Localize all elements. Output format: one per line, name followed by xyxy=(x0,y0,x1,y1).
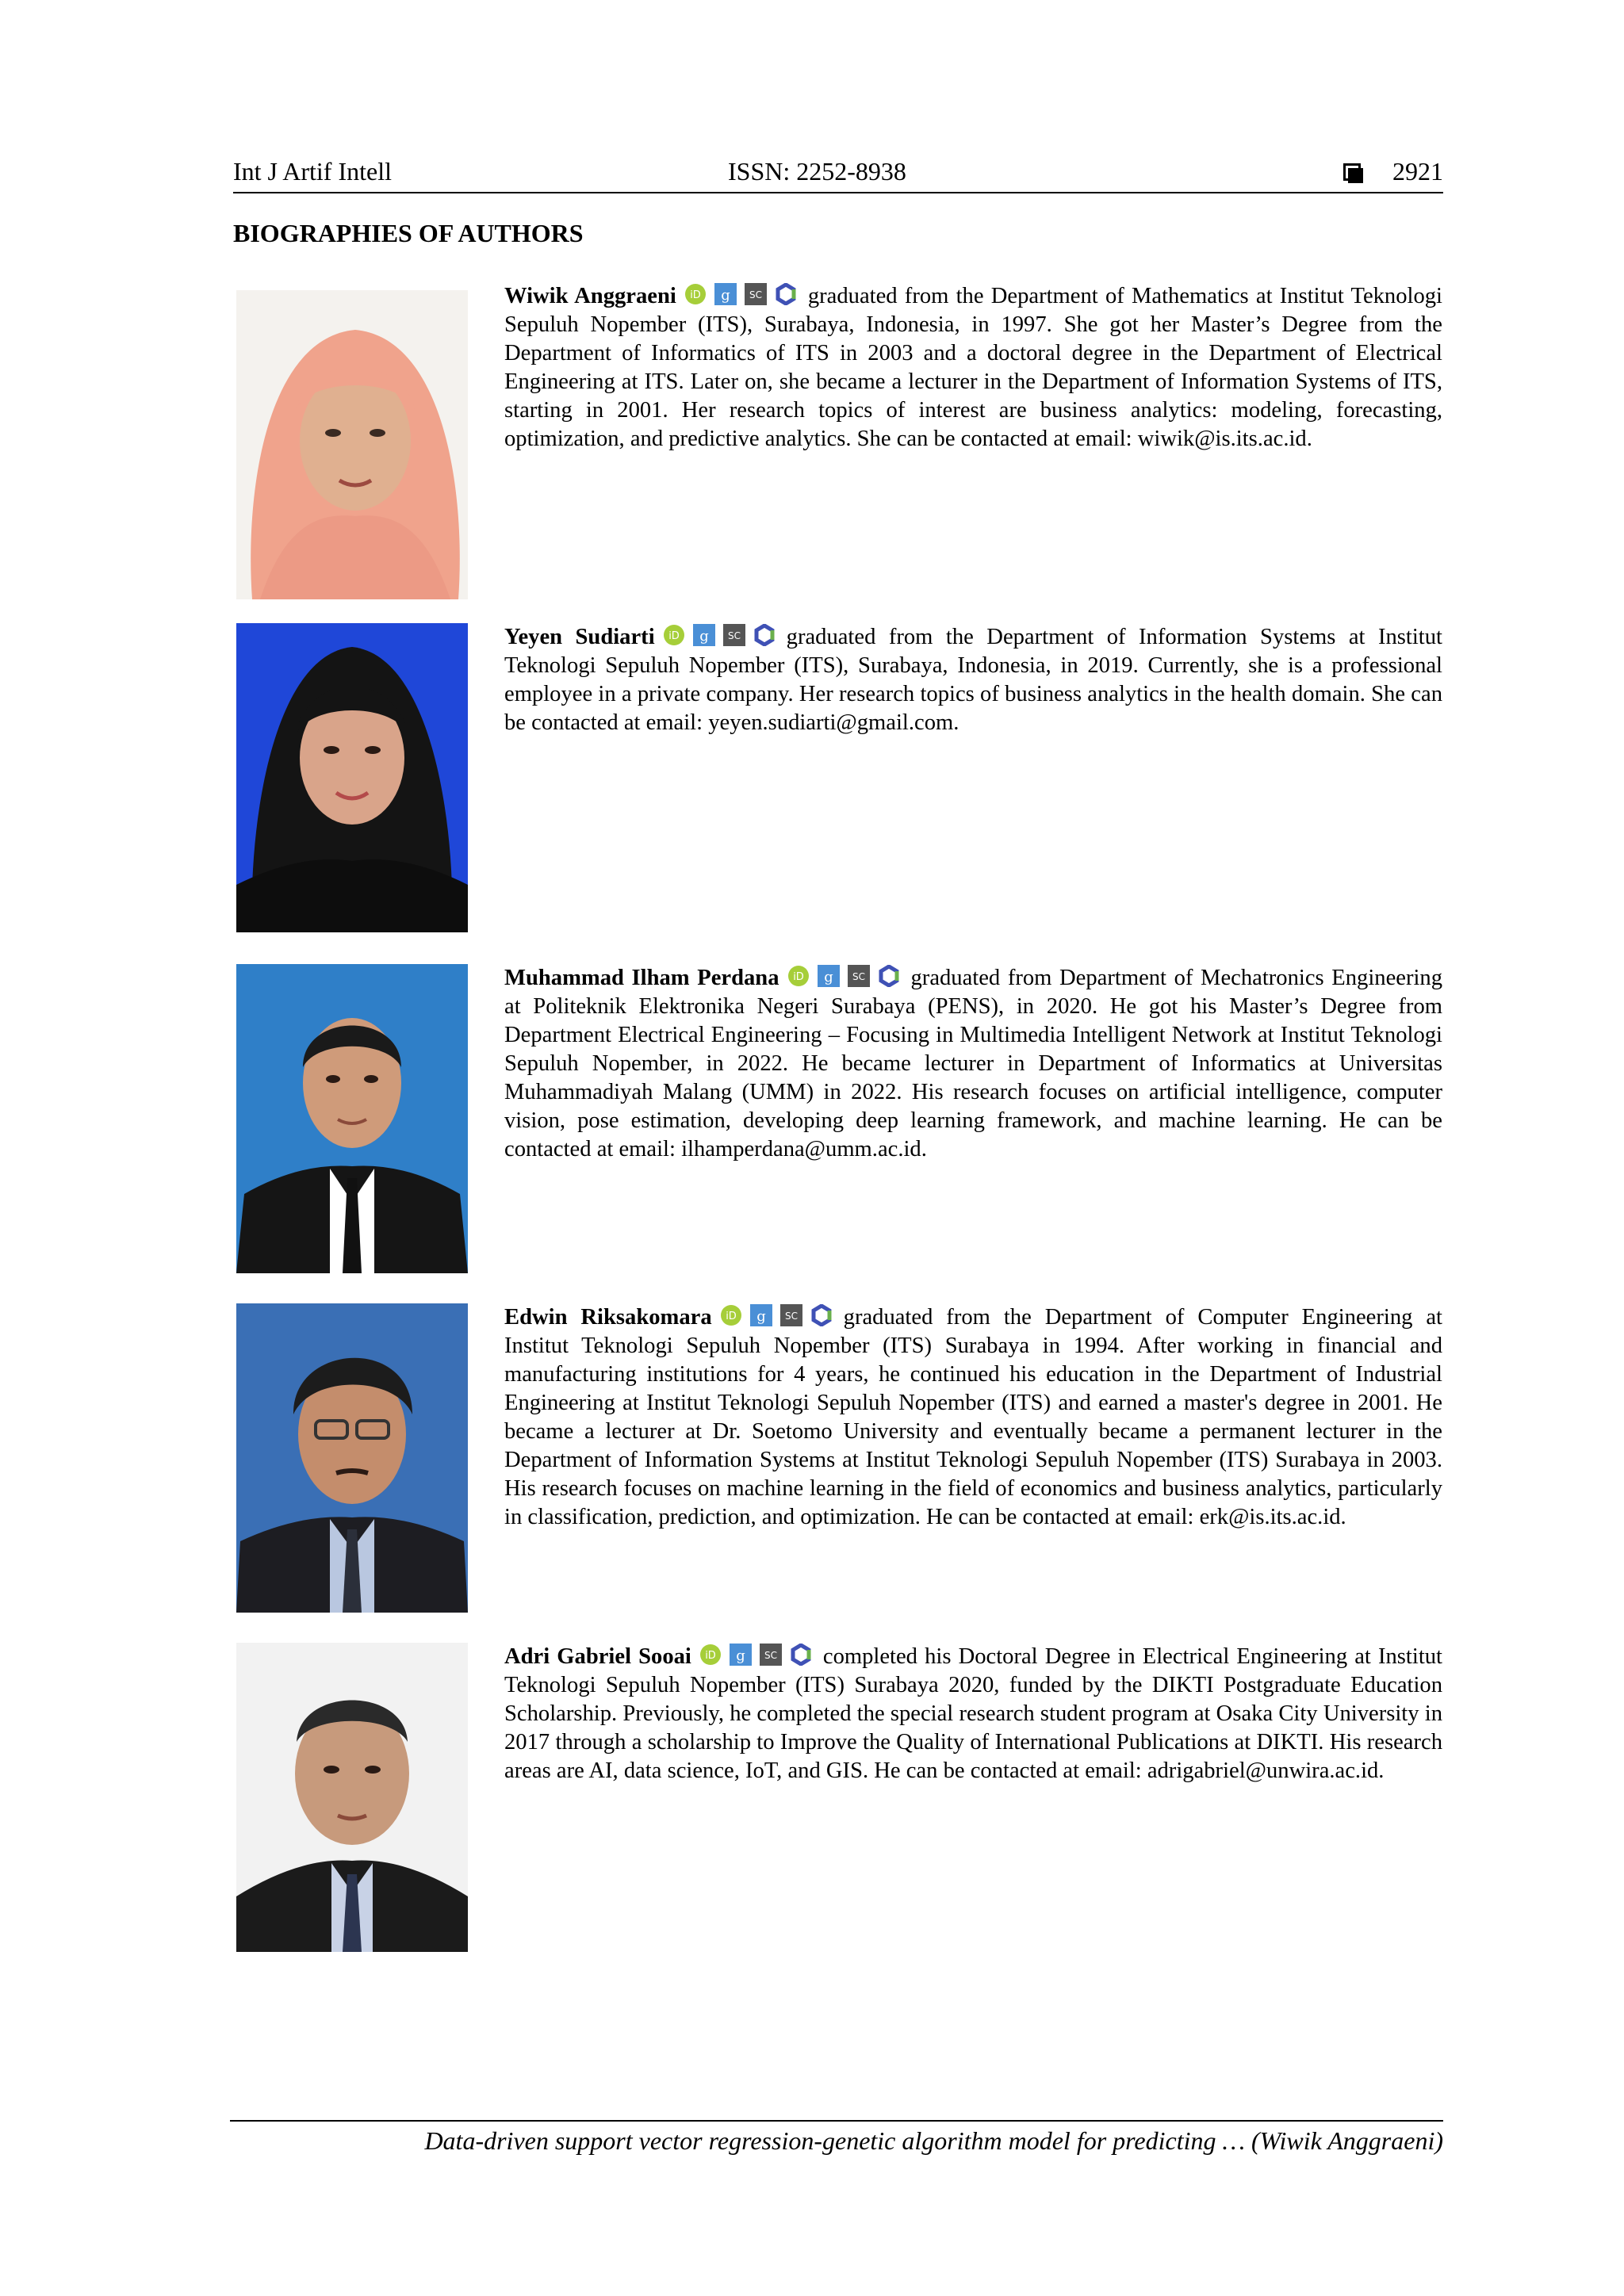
running-header xyxy=(233,154,1443,193)
scopus-icon[interactable] xyxy=(723,624,745,646)
author-photo xyxy=(236,623,468,932)
google-scholar-icon[interactable] xyxy=(818,965,840,987)
publons-icon[interactable] xyxy=(878,965,900,987)
orcid-icon[interactable] xyxy=(663,624,685,646)
bio-body: graduated from Department of Mechatronics Engineering at Politeknik Elektronika Negeri Surabaya (PENS), in 2020. He got his Master’s Degree from Department Electrical Engineering – Focusing in Multimedia Intelligent Network at Institut Teknologi Sepuluh Nopember, in 2022. He became lecturer in Department of Informatics at Universitas Muhammadiyah Malang (UMM) in 2022. His research focuses on artificial intelligence, computer vision, pose estimation, developing deep learning framework, and machine learning. He can be contacted at email: ilhamperdana@umm.ac.id. xyxy=(504,966,1443,1161)
scopus-icon[interactable] xyxy=(780,1304,802,1326)
bio-body: graduated from the Department of Computer Engineering at Institut Teknologi Sepuluh Nopember (ITS) Surabaya in 1994. After working in financial and manufacturing institutions for 4 years, he continued his education in the Department of Industrial Engineering at Institut Teknologi Sepuluh Nopember (ITS) and earned a master's degree in 2001. He became a lecturer at Dr. Soetomo University and eventually became a permanent lecturer in the Department of Information Systems at Institut Teknologi Sepuluh Nopember (ITS) Surabaya in 2003. His research focuses on machine learning in the field of economics and business analytics, particularly in classification, prediction, and optimization. He can be contacted at email: erk@is.its.ac.id. xyxy=(504,1305,1442,1529)
author-photo xyxy=(236,1303,468,1613)
svg-text:SC: SC xyxy=(749,289,762,300)
scopus-icon[interactable] xyxy=(848,965,870,987)
author-name: Edwin Riksakomara xyxy=(504,1305,712,1330)
orcid-icon[interactable] xyxy=(699,1644,722,1666)
journal-name: Int J Artif Intell xyxy=(233,157,392,186)
google-scholar-icon[interactable] xyxy=(693,624,715,646)
author-photo xyxy=(236,964,468,1273)
svg-text:SC: SC xyxy=(727,630,741,641)
author-photo xyxy=(236,1643,468,1952)
publons-icon[interactable] xyxy=(810,1304,833,1326)
svg-text:g: g xyxy=(736,1647,745,1664)
publons-icon[interactable] xyxy=(753,624,776,646)
svg-text:SC: SC xyxy=(784,1311,798,1322)
footer-rule xyxy=(230,2120,1443,2122)
svg-text:g: g xyxy=(721,287,730,304)
bio-text xyxy=(504,1643,1442,1785)
bio-text xyxy=(504,1303,1442,1532)
svg-text:SC: SC xyxy=(852,971,865,982)
bio-body: graduated from the Department of Mathematics at Institut Teknologi Sepuluh Nopember (ITS), Surabaya, Indonesia, in 1997. She got her Master’s Degree from the Department of Informatics of ITS in 2003 and a doctoral degree in the Department of Electrical Engineering at ITS. Later on, she became a lecturer in the Department of Information Systems of ITS, starting in 2001. Her research topics of interest are business analytics: modeling, forecasting, optimization, and predictive analytics. She can be contacted at email: wiwik@is.its.ac.id. xyxy=(504,284,1443,451)
author-name: Muhammad Ilham Perdana xyxy=(504,966,779,990)
bio-body: completed his Doctoral Degree in Electrical Engineering at Institut Teknologi Sepuluh Nopember (ITS) Surabaya 2020, funded by the DIKTI Postgraduate Education Scholarship. Previously, he completed the special research student program at Osaka City University in 2017 through a scholarship to Improve the Quality of International Publications at DIKTI. His research areas are AI, data science, IoT, and GIS. He can be contacted at email: adrigabriel@unwira.ac.id. xyxy=(504,1644,1442,1783)
bio-text xyxy=(504,964,1442,1164)
section-title: BIOGRAPHIES OF AUTHORS xyxy=(233,219,584,247)
bio-text xyxy=(504,282,1442,453)
svg-text:iD: iD xyxy=(725,1311,737,1322)
svg-text:SC: SC xyxy=(764,1650,777,1661)
author-name: Adri Gabriel Sooai xyxy=(504,1644,691,1669)
profile-icons xyxy=(787,965,900,987)
svg-text:iD: iD xyxy=(792,971,804,983)
google-scholar-icon[interactable] xyxy=(730,1644,752,1666)
svg-text:g: g xyxy=(823,969,833,985)
running-footer: Data-driven support vector regression-genetic algorithm model for predicting … (Wiwik Anggraeni) xyxy=(424,2126,1443,2155)
google-scholar-icon[interactable] xyxy=(714,283,737,305)
page-number: 2921 xyxy=(1392,157,1443,186)
svg-text:iD: iD xyxy=(690,289,701,301)
author-name: Yeyen Sudiarti xyxy=(504,625,655,649)
profile-icons xyxy=(699,1644,812,1666)
publons-icon[interactable] xyxy=(790,1644,812,1666)
orcid-icon[interactable] xyxy=(720,1304,742,1326)
svg-text:g: g xyxy=(699,628,709,645)
issn: ISSN: 2252-8938 xyxy=(728,157,906,186)
profile-icons xyxy=(720,1304,833,1326)
svg-text:iD: iD xyxy=(705,1650,716,1662)
svg-text:iD: iD xyxy=(668,630,680,642)
scopus-icon[interactable] xyxy=(760,1644,782,1666)
author-name: Wiwik Anggraeni xyxy=(504,284,676,308)
profile-icons xyxy=(684,283,797,305)
page-number-group xyxy=(1343,157,1443,186)
svg-text:g: g xyxy=(756,1308,766,1325)
google-scholar-icon[interactable] xyxy=(750,1304,772,1326)
orcid-icon[interactable] xyxy=(787,965,810,987)
box-icon xyxy=(1343,163,1361,181)
orcid-icon[interactable] xyxy=(684,283,707,305)
bio-text xyxy=(504,623,1442,737)
scopus-icon[interactable] xyxy=(745,283,767,305)
author-photo xyxy=(236,290,468,599)
profile-icons xyxy=(663,624,776,646)
publons-icon[interactable] xyxy=(775,283,797,305)
bio-body: graduated from the Department of Information Systems at Institut Teknologi Sepuluh Nopember (ITS), Surabaya, Indonesia, in 2019. Currently, she is a professional employee in a private company. Her research topics of business analytics in the health domain. She can be contacted at email: yeyen.sudiarti@gmail.com. xyxy=(504,625,1442,735)
